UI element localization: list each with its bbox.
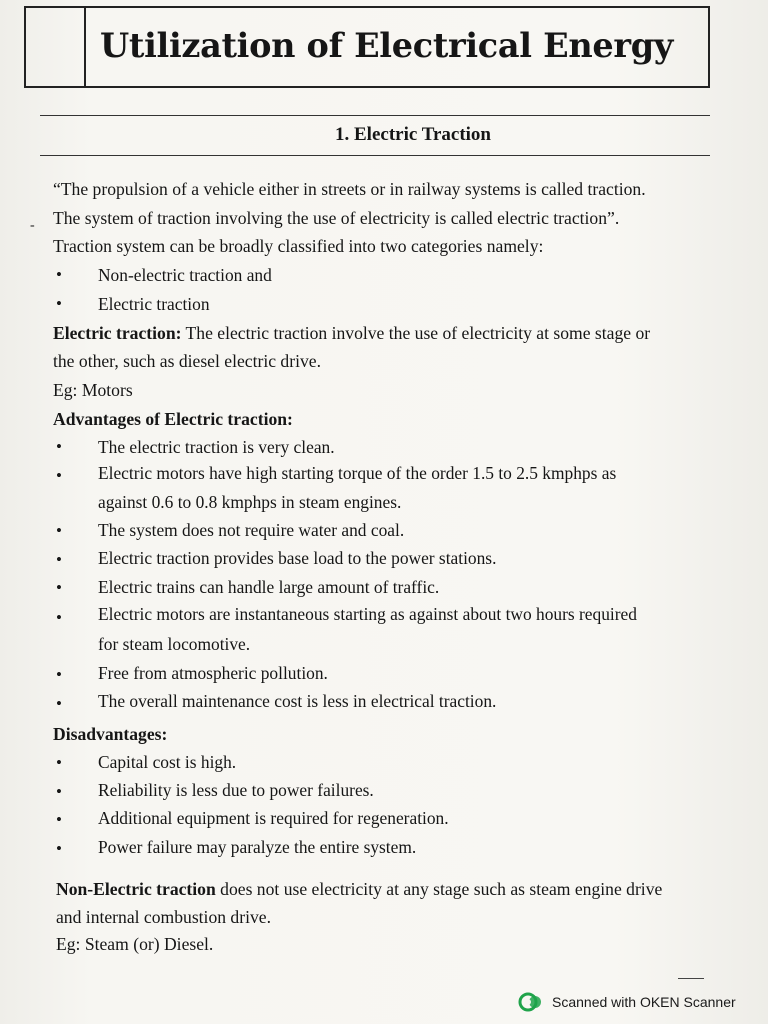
footer-mark [678, 978, 704, 979]
advantage-item: Electric motors have high starting torque of the order 1.5 to 2.5 kmphps as [98, 463, 617, 483]
bullet-icon: • [56, 521, 62, 540]
title-box-divider [84, 6, 86, 88]
non-electric-definition [56, 875, 662, 904]
bullet-icon: • [56, 753, 62, 772]
advantage-item: Electric traction provides base load to the power stations. [98, 548, 497, 568]
electric-traction-example: Eg: Motors [53, 380, 133, 400]
advantage-item-continuation: against 0.6 to 0.8 kmphps in steam engines. [98, 492, 402, 512]
advantage-item: Free from atmospheric pollution. [98, 663, 328, 683]
bullet-icon: • [56, 665, 62, 684]
scanner-label: Scanned with OKEN Scanner [552, 994, 736, 1010]
oken-logo-icon [518, 991, 544, 1013]
heading-rule-bottom [40, 155, 710, 156]
category-item: Non-electric traction and [98, 265, 272, 285]
advantage-item: Electric motors are instantaneous starting as against about two hours required [98, 604, 637, 624]
electric-traction-label: Electric traction: [53, 323, 182, 343]
advantages-heading-text: Advantages of Electric traction: [53, 409, 293, 429]
bullet-icon: • [56, 810, 62, 829]
non-electric-label: Non-Electric traction [56, 879, 216, 899]
margin-dash: - [30, 218, 35, 233]
disadvantages-heading [53, 720, 167, 749]
electric-traction-line-2: the other, such as diesel electric drive. [53, 351, 321, 371]
electric-traction-text: The electric traction involve the use of electricity at some stage or [181, 323, 651, 343]
intro-line-2: The system of traction involving the use of electricity is called electric traction”. [53, 208, 620, 228]
page-title: Utilization of Electrical Energy [100, 26, 674, 65]
bullet-icon: • [56, 466, 62, 485]
advantages-heading [53, 405, 293, 434]
bullet-icon: • [56, 550, 62, 569]
disadvantage-item: Capital cost is high. [98, 752, 237, 772]
bullet-icon: • [56, 839, 62, 858]
bullet-icon: • [56, 294, 62, 313]
non-electric-example: Eg: Steam (or) Diesel. [56, 934, 214, 954]
non-electric-text: does not use electricity at any stage such as steam engine drive [215, 879, 663, 899]
heading-rule-top [40, 115, 710, 116]
disadvantage-item: Additional equipment is required for regeneration. [98, 808, 449, 828]
category-item: Electric traction [98, 294, 210, 314]
advantage-item: The system does not require water and coal. [98, 520, 405, 540]
bullet-icon: • [56, 608, 62, 627]
section-heading: 1. Electric Traction [335, 124, 491, 145]
intro-line-1: “The propulsion of a vehicle either in streets or in railway systems is called traction. [53, 179, 646, 199]
advantage-item-continuation: for steam locomotive. [98, 634, 251, 654]
intro-line-3: Traction system can be broadly classified into two categories namely: [53, 236, 544, 256]
electric-traction-definition [53, 319, 650, 348]
disadvantages-heading-text: Disadvantages: [53, 724, 168, 744]
disadvantage-item: Power failure may paralyze the entire system. [98, 837, 417, 857]
advantage-item: The electric traction is very clean. [98, 437, 335, 457]
bullet-icon: • [56, 437, 62, 456]
non-electric-line-2: and internal combustion drive. [56, 907, 271, 927]
scanner-watermark [518, 991, 736, 1013]
disadvantage-item: Reliability is less due to power failures. [98, 780, 374, 800]
bullet-icon: • [56, 694, 62, 713]
bullet-icon: • [56, 265, 62, 284]
title-box [24, 6, 710, 88]
advantage-item: The overall maintenance cost is less in electrical traction. [98, 691, 497, 711]
bullet-icon: • [56, 782, 62, 801]
advantage-item: Electric trains can handle large amount of traffic. [98, 577, 440, 597]
bullet-icon: • [56, 578, 62, 597]
